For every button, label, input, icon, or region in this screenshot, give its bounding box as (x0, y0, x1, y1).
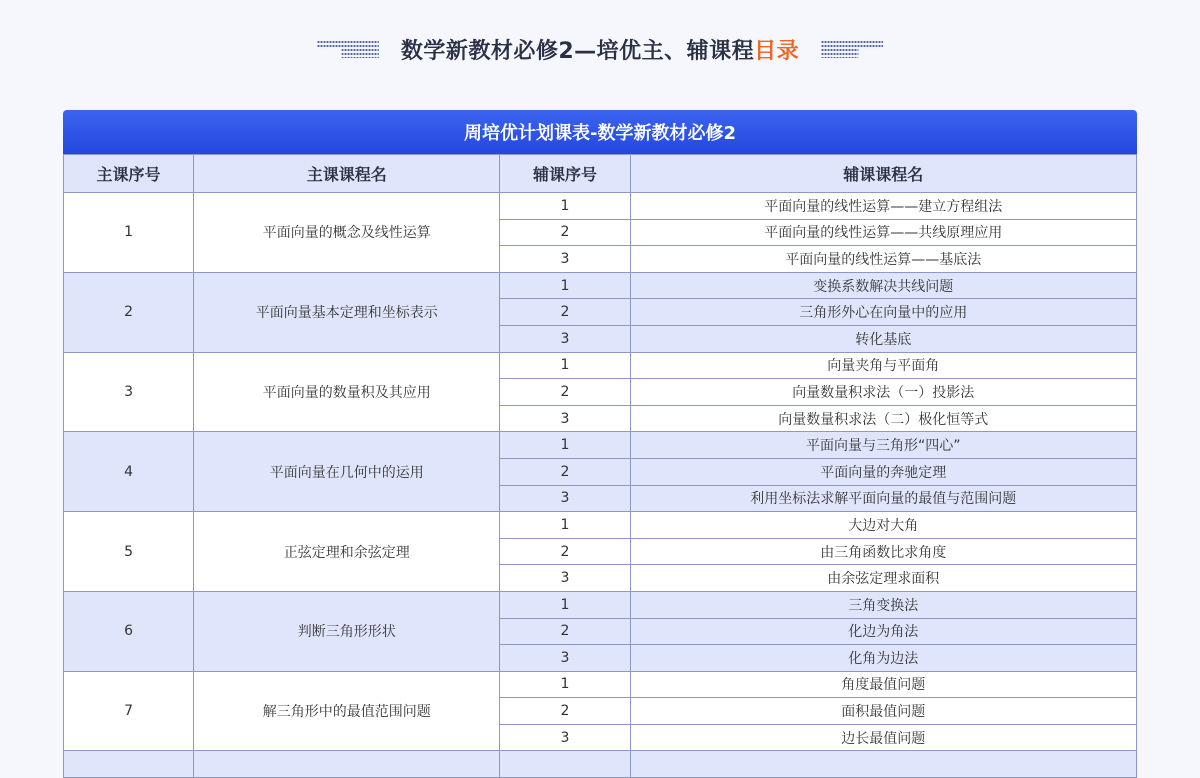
sub-course-no: 1 (500, 193, 630, 220)
sub-course-name: 平面向量的线性运算——共线原理应用 (630, 219, 1137, 246)
sub-course-no: 3 (500, 645, 630, 672)
column-header-sub-name: 辅课课程名 (630, 155, 1137, 193)
sub-course-name: 由三角函数比求角度 (630, 538, 1137, 565)
sub-course-no: 2 (500, 219, 630, 246)
course-table (63, 154, 1137, 778)
sub-course-no: 3 (500, 246, 630, 273)
sub-course-name: 利用坐标法求解平面向量的最值与范围问题 (630, 485, 1137, 512)
sub-course-name: 大边对大角 (630, 512, 1137, 539)
main-course-name: 平面向量基本定理和坐标表示 (194, 272, 500, 352)
sub-course-name: 转化基底 (630, 325, 1137, 352)
sub-course-name: 化边为角法 (630, 618, 1137, 645)
table-row (64, 272, 1137, 299)
sub-course-no: 3 (500, 485, 630, 512)
sub-course-name: 变换系数解决共线问题 (630, 272, 1137, 299)
sub-course-no: 1 (500, 591, 630, 618)
sub-course-no: 2 (500, 618, 630, 645)
sub-course-no: 2 (500, 458, 630, 485)
main-course-no: 5 (64, 512, 194, 592)
main-course-no (64, 751, 194, 778)
sub-course-no: 2 (500, 299, 630, 326)
sub-course-name: 平面向量的线性运算——建立方程组法 (630, 193, 1137, 220)
table-row (64, 512, 1137, 539)
sub-course-name (630, 751, 1137, 778)
sub-course-name: 平面向量的线性运算——基底法 (630, 246, 1137, 273)
main-course-name: 平面向量的概念及线性运算 (194, 193, 500, 273)
sub-course-no: 2 (500, 698, 630, 725)
sub-course-name: 向量夹角与平面角 (630, 352, 1137, 379)
sub-course-no: 3 (500, 405, 630, 432)
table-row (64, 193, 1137, 220)
sub-course-name: 边长最值问题 (630, 724, 1137, 751)
sub-course-name: 三角变换法 (630, 591, 1137, 618)
sub-course-no: 1 (500, 432, 630, 459)
sub-course-no: 2 (500, 538, 630, 565)
sub-course-no: 1 (500, 512, 630, 539)
sub-course-no: 1 (500, 671, 630, 698)
sub-course-no: 1 (500, 352, 630, 379)
table-row-partial (64, 751, 1137, 778)
table-row (64, 352, 1137, 379)
sub-course-name: 向量数量积求法（二）极化恒等式 (630, 405, 1137, 432)
page-title-main: 数学新教材必修2—培优主、辅课程 (400, 38, 755, 64)
sub-course-name: 角度最值问题 (630, 671, 1137, 698)
main-course-name: 平面向量在几何中的运用 (194, 432, 500, 512)
sub-course-no: 3 (500, 565, 630, 592)
sub-course-name: 向量数量积求法（一）投影法 (630, 379, 1137, 406)
table-row (64, 432, 1137, 459)
main-course-no: 3 (64, 352, 194, 432)
sub-course-no (500, 751, 630, 778)
sub-course-no: 3 (500, 724, 630, 751)
main-course-no: 4 (64, 432, 194, 512)
sub-course-name: 面积最值问题 (630, 698, 1137, 725)
main-course-name: 解三角形中的最值范围问题 (194, 671, 500, 751)
main-course-name: 判断三角形形状 (194, 591, 500, 671)
column-header-sub-no: 辅课序号 (500, 155, 630, 193)
title-wrap (317, 34, 883, 65)
sub-course-no: 1 (500, 272, 630, 299)
column-header-main-no: 主课序号 (64, 155, 194, 193)
main-course-name: 正弦定理和余弦定理 (194, 512, 500, 592)
page-title (401, 34, 799, 65)
decorative-dots-left-icon (317, 40, 379, 58)
table-caption: 周培优计划课表-数学新教材必修2 (63, 110, 1137, 154)
sub-course-name: 化角为边法 (630, 645, 1137, 672)
main-course-no: 7 (64, 671, 194, 751)
main-course-no: 6 (64, 591, 194, 671)
sub-course-no: 2 (500, 379, 630, 406)
table-header-row (64, 155, 1137, 193)
table-row (64, 671, 1137, 698)
main-course-name: 平面向量的数量积及其应用 (194, 352, 500, 432)
main-course-no: 1 (64, 193, 194, 273)
page-title-highlight: 目录 (754, 38, 800, 64)
sub-course-name: 平面向量与三角形“四心” (630, 432, 1137, 459)
course-table-card (63, 110, 1137, 778)
sub-course-name: 由余弦定理求面积 (630, 565, 1137, 592)
sub-course-no: 3 (500, 325, 630, 352)
sub-course-name: 平面向量的奔驰定理 (630, 458, 1137, 485)
decorative-dots-right-icon (821, 40, 883, 58)
table-row (64, 591, 1137, 618)
page-header (0, 0, 1200, 100)
sub-course-name: 三角形外心在向量中的应用 (630, 299, 1137, 326)
column-header-main-name: 主课课程名 (194, 155, 500, 193)
main-course-no: 2 (64, 272, 194, 352)
main-course-name (194, 751, 500, 778)
